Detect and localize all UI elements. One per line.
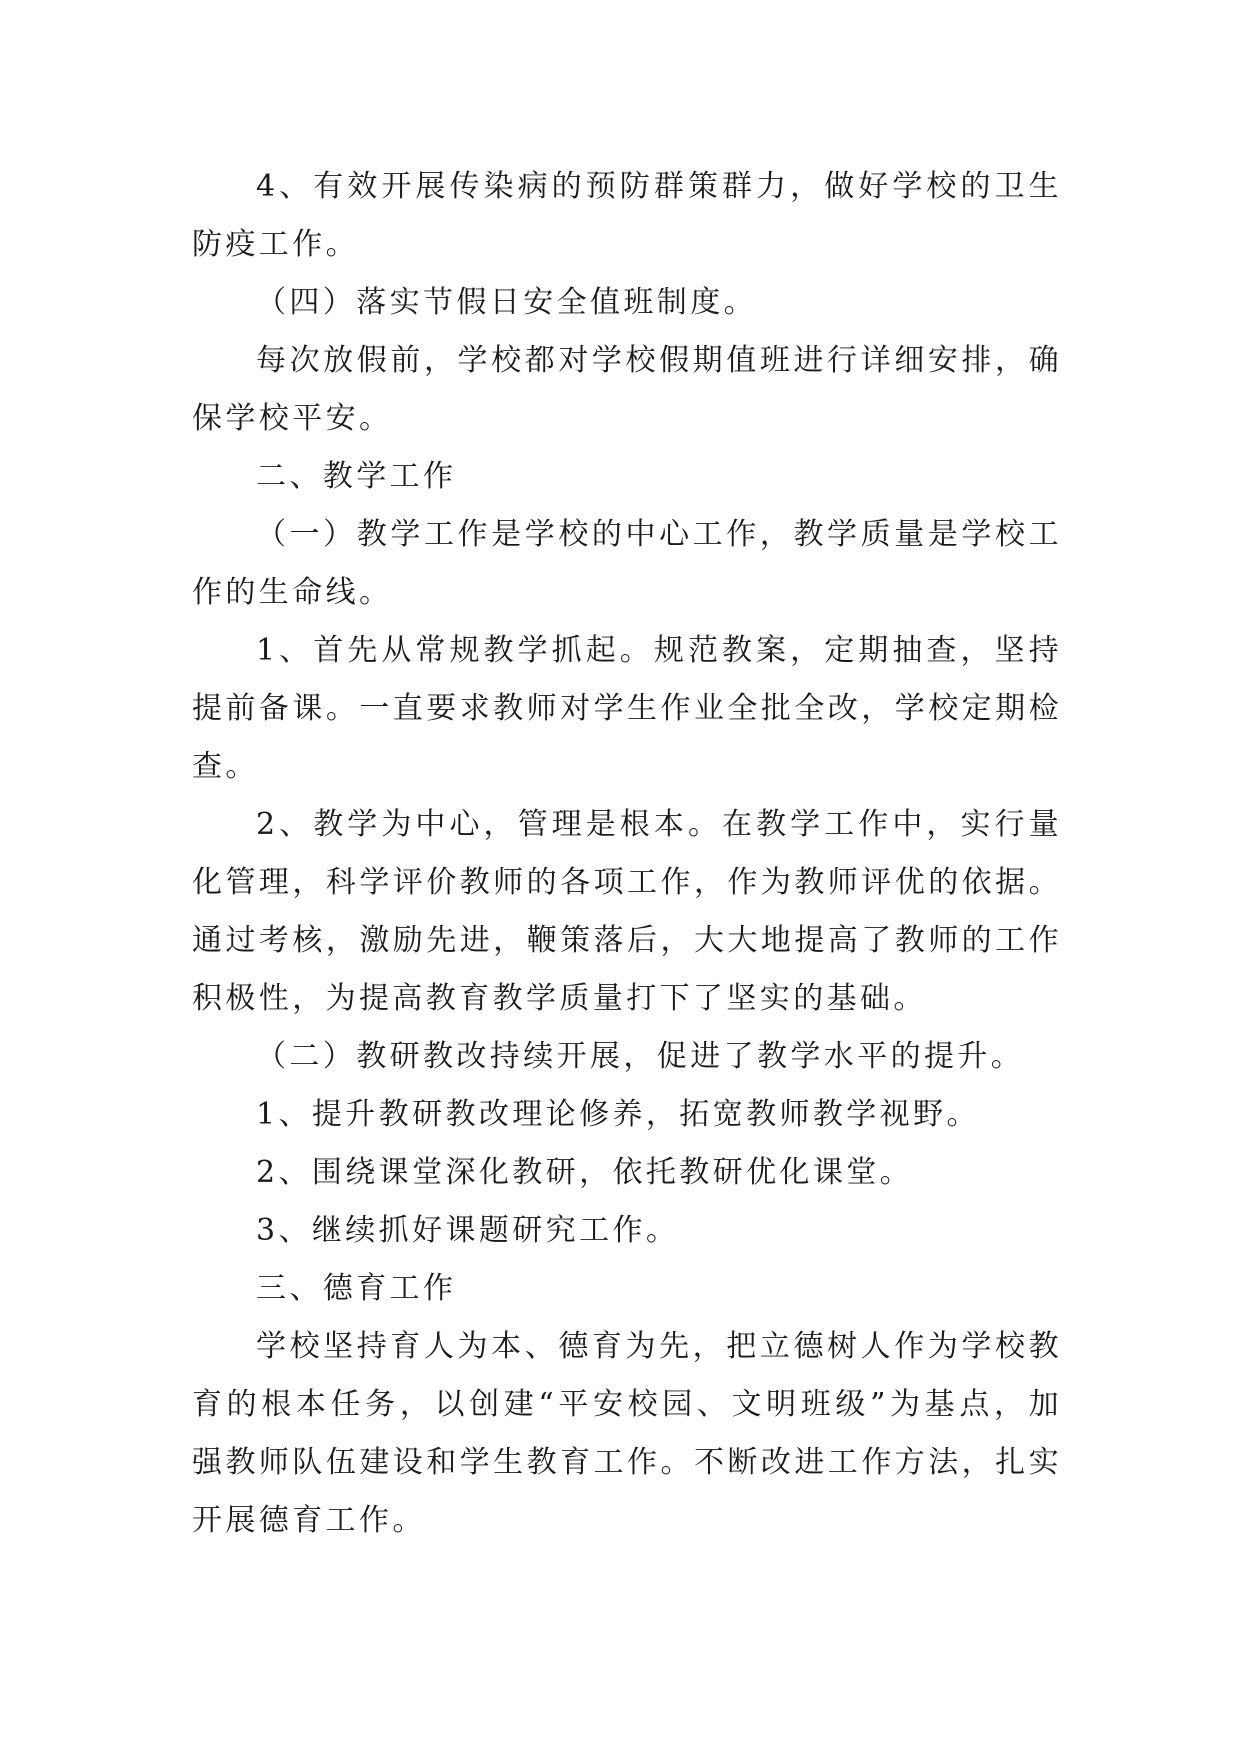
paragraph-holiday-duty: 每次放假前，学校都对学校假期值班进行详细安排，确保学校平安。 — [192, 343, 1062, 436]
subheading-teaching-research: （二）教研教改持续开展，促进了教学水平的提升。 — [256, 1039, 1025, 1074]
paragraph-project-research: 3、继续抓好课题研究工作。 — [256, 1213, 680, 1248]
paragraph-research-theory: 1、提升教研教改理论修养，拓宽教师教学视野。 — [256, 1097, 980, 1132]
subheading-holiday-duty: （四）落实节假日安全值班制度。 — [256, 285, 757, 320]
paragraph-moral-education: 学校坚持育人为本、德育为先，把立德树人作为学校教育的根本任务，以创建“平安校园、文明班级”为基点，加强教师队伍建设和学生教育工作。不断改进工作方法，扎实开展德育工作。 — [192, 1329, 1062, 1538]
paragraph-classroom-research: 2、围绕课堂深化教研，依托教研优化课堂。 — [256, 1155, 914, 1190]
heading-moral-education: 三、德育工作 — [256, 1271, 457, 1306]
document-body — [192, 158, 1062, 1550]
subheading-teaching-center: （一）教学工作是学校的中心工作，教学质量是学校工作的生命线。 — [192, 517, 1062, 610]
paragraph-quantified-management: 2、教学为中心，管理是根本。在教学工作中，实行量化管理，科学评价教师的各项工作，作为教师评优的依据。通过考核，激励先进，鞭策落后，大大地提高了教师的工作积极性，为提高教育教学质量打下了坚实的基础。 — [192, 807, 1062, 1016]
heading-teaching-work: 二、教学工作 — [256, 459, 457, 494]
paragraph-epidemic-prevention: 4、有效开展传染病的预防群策群力，做好学校的卫生防疫工作。 — [192, 169, 1062, 262]
paragraph-routine-teaching: 1、首先从常规教学抓起。规范教案，定期抽查，坚持提前备课。一直要求教师对学生作业全批全改，学校定期检查。 — [192, 633, 1062, 784]
